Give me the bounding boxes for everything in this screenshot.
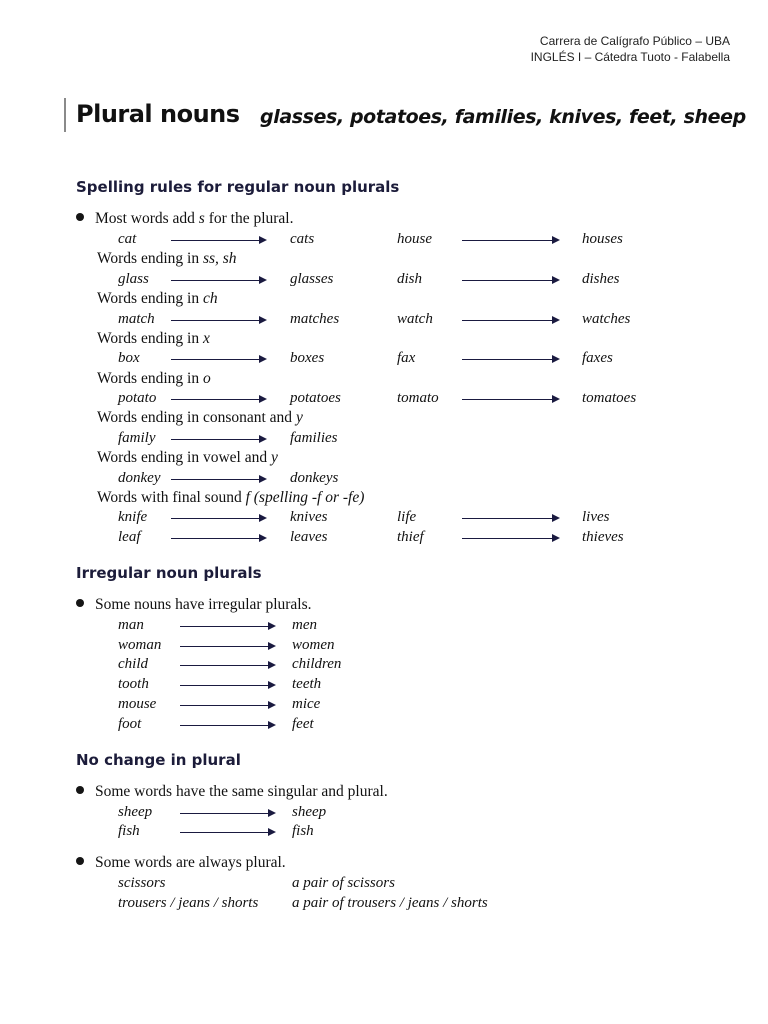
- page-title: Plural nouns: [76, 100, 240, 128]
- plural-word: faxes: [582, 350, 613, 366]
- always-plural-word: trousers / jeans / shorts: [118, 895, 259, 911]
- section-heading-regular: Spelling rules for regular noun plurals: [76, 178, 400, 196]
- arrow-icon: [171, 534, 267, 543]
- page-subtitle: glasses, potatoes, families, knives, feet, sheep: [260, 106, 746, 128]
- singular-word: tooth: [118, 676, 149, 692]
- singular-word: box: [118, 350, 140, 366]
- singular-word: fax: [397, 350, 416, 366]
- plural-word: dishes: [582, 271, 620, 287]
- arrow-icon: [171, 276, 267, 285]
- arrow-icon: [180, 721, 276, 730]
- rule-ending: x: [202, 330, 210, 347]
- plural-word: cats: [290, 231, 315, 247]
- plural-word: glasses: [290, 271, 334, 287]
- singular-word: knife: [118, 509, 148, 525]
- arrow-icon: [462, 395, 560, 404]
- arrow-icon: [180, 642, 276, 651]
- rule-text: Words ending in consonant and: [97, 409, 293, 426]
- section-heading-no-change: No change in plural: [76, 751, 241, 769]
- rule-text: Words ending in: [97, 250, 200, 267]
- plural-word: mice: [292, 696, 321, 712]
- rule-ss-sh: [97, 250, 237, 268]
- plural-word: men: [292, 617, 317, 633]
- section-heading-irregular: Irregular noun plurals: [76, 564, 262, 582]
- singular-word: fish: [118, 823, 140, 839]
- singular-word: house: [397, 231, 432, 247]
- singular-word: match: [118, 311, 155, 327]
- bullet-dot: [76, 857, 84, 865]
- plural-word: families: [290, 430, 338, 446]
- singular-word: glass: [118, 271, 149, 287]
- plural-word: teeth: [292, 676, 322, 692]
- plural-word: potatoes: [290, 390, 341, 406]
- rule-ending: y: [295, 409, 303, 426]
- arrow-icon: [462, 534, 560, 543]
- arrow-icon: [171, 395, 267, 404]
- arrow-icon: [462, 276, 560, 285]
- arrow-icon: [180, 661, 276, 670]
- arrow-icon: [171, 435, 267, 444]
- singular-word: family: [118, 430, 156, 446]
- singular-word: foot: [118, 716, 142, 732]
- rule-ending: o: [202, 370, 211, 387]
- singular-word: sheep: [118, 804, 153, 820]
- rule-text: Words ending in: [97, 290, 200, 307]
- plural-word: leaves: [290, 529, 328, 545]
- rule-ending: f: [245, 489, 250, 506]
- arrow-icon: [180, 809, 276, 818]
- header-line-2: INGLÉS I – Cátedra Tuoto - Falabella: [530, 50, 730, 64]
- rule-text: Words ending in: [97, 330, 200, 347]
- bullet-same-singular-plural: [76, 783, 388, 801]
- rule-text: Words ending in vowel and: [97, 449, 268, 466]
- plural-word: lives: [582, 509, 610, 525]
- bullet-text: Some words are always plural.: [95, 854, 286, 871]
- arrow-icon: [462, 236, 560, 245]
- plural-word: tomatoes: [582, 390, 637, 406]
- singular-word: woman: [118, 637, 162, 653]
- bullet-irregular: [76, 596, 312, 614]
- plural-word: fish: [292, 823, 314, 839]
- arrow-icon: [171, 355, 267, 364]
- bullet-always-plural: [76, 854, 286, 872]
- arrow-icon: [171, 475, 267, 484]
- arrow-icon: [180, 681, 276, 690]
- plural-word: women: [292, 637, 335, 653]
- plural-word: watches: [582, 311, 631, 327]
- rule-ch: [97, 290, 218, 308]
- arrow-icon: [180, 828, 276, 837]
- singular-word: watch: [397, 311, 433, 327]
- arrow-icon: [462, 514, 560, 523]
- rule-ending: ch: [202, 290, 218, 307]
- rule-ending: ss, sh: [202, 250, 237, 267]
- arrow-icon: [180, 622, 276, 631]
- plural-word: children: [292, 656, 342, 672]
- plural-word: knives: [290, 509, 328, 525]
- singular-word: leaf: [118, 529, 141, 545]
- singular-word: child: [118, 656, 148, 672]
- rule-text: Words with final sound: [97, 489, 242, 506]
- plural-word: houses: [582, 231, 623, 247]
- singular-word: mouse: [118, 696, 157, 712]
- bullet-most-words: [76, 210, 293, 228]
- arrow-icon: [180, 701, 276, 710]
- rule-ending: y: [270, 449, 278, 466]
- singular-word: life: [397, 509, 417, 525]
- rule-note: (spelling -f or -fe): [253, 489, 365, 506]
- bullet-dot: [76, 213, 84, 221]
- singular-word: thief: [397, 529, 424, 545]
- singular-word: dish: [397, 271, 423, 287]
- singular-word: donkey: [118, 470, 161, 486]
- always-plural-phrase: a pair of trousers / jeans / shorts: [292, 895, 488, 911]
- always-plural-phrase: a pair of scissors: [292, 875, 395, 891]
- bullet-text: Some nouns have irregular plurals.: [95, 596, 312, 613]
- rule-consonant-y: [97, 409, 303, 427]
- arrow-icon: [171, 236, 267, 245]
- bullet-text: Most words add: [95, 210, 195, 227]
- bullet-text-end: for the plural.: [208, 210, 294, 227]
- rule-o: [97, 370, 211, 388]
- bullet-dot: [76, 599, 84, 607]
- singular-word: cat: [118, 231, 137, 247]
- bullet-text: Some words have the same singular and plural.: [95, 783, 388, 800]
- always-plural-word: scissors: [118, 875, 166, 891]
- arrow-icon: [462, 355, 560, 364]
- plural-word: feet: [292, 716, 314, 732]
- bullet-dot: [76, 786, 84, 794]
- title-rule: [64, 98, 66, 132]
- arrow-icon: [171, 316, 267, 325]
- singular-word: man: [118, 617, 144, 633]
- singular-word: tomato: [397, 390, 439, 406]
- arrow-icon: [171, 514, 267, 523]
- arrow-icon: [462, 316, 560, 325]
- rule-text: Words ending in: [97, 370, 200, 387]
- rule-x: [97, 330, 210, 348]
- header-line-1: Carrera de Calígrafo Público – UBA: [539, 34, 730, 48]
- plural-word: donkeys: [290, 470, 339, 486]
- bullet-s: s: [198, 210, 205, 227]
- plural-word: sheep: [292, 804, 327, 820]
- rule-final-f: [97, 489, 364, 507]
- plural-word: boxes: [290, 350, 325, 366]
- singular-word: potato: [118, 390, 157, 406]
- plural-word: thieves: [582, 529, 624, 545]
- page-header: [531, 33, 730, 65]
- rule-vowel-y: [97, 449, 278, 467]
- plural-word: matches: [290, 311, 340, 327]
